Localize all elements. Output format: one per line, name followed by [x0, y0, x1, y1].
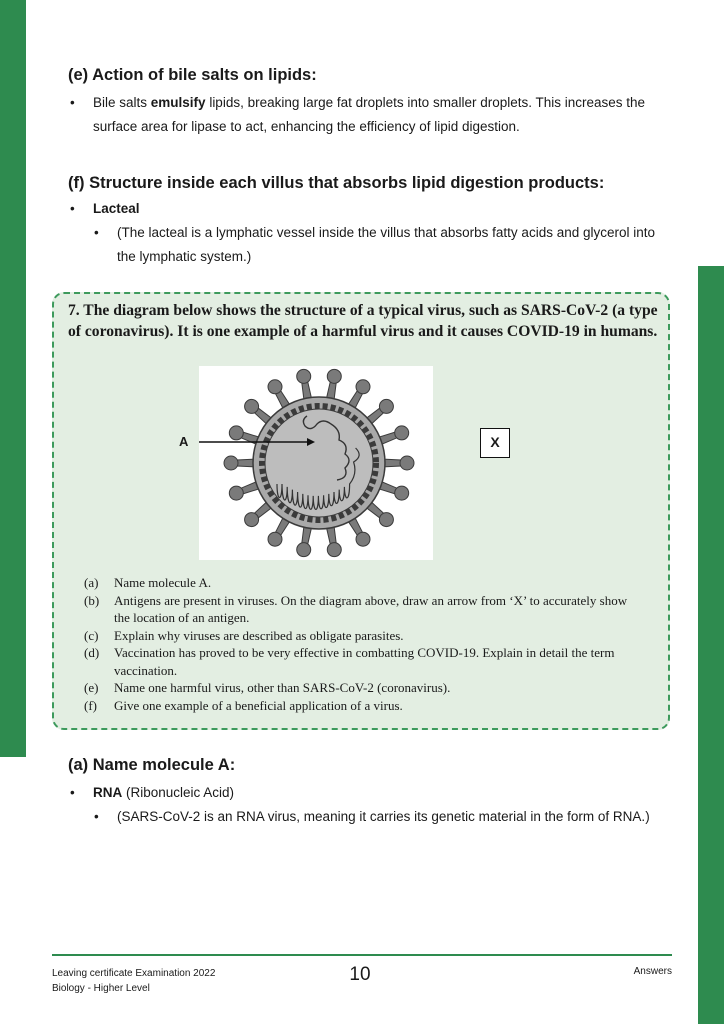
sub-question-letter: (c) [84, 627, 99, 643]
spike-head [356, 532, 370, 546]
spike-head [245, 513, 259, 527]
left-accent-bar [0, 0, 26, 757]
sub-question-text: Vaccination has proved to be very effective in combatting COVID-19. Explain in detail the term vaccination. [114, 645, 615, 678]
footer-divider [52, 954, 672, 956]
spike-head [245, 399, 259, 413]
bullet-text: lipids, breaking large fat droplets into smaller droplets. This increases the surface area for lipase to act, enhancing the efficiency of lipid digestion. [93, 95, 646, 134]
sub-question-letter: (a) [84, 575, 99, 590]
sub-question-letter: (d) [84, 645, 100, 660]
sub-question-letter: (b) [84, 592, 100, 608]
spike-head [327, 543, 341, 557]
question-box [52, 292, 670, 730]
section-a-bullet [68, 781, 668, 805]
sub-question [84, 697, 644, 715]
sub-question [84, 592, 644, 627]
bullet-text: Bile salts [93, 95, 151, 110]
section-f-heading: (f) Structure inside each villus that absorbs lipid digestion products: [68, 174, 605, 192]
label-x-box: X [480, 428, 510, 458]
sub-question-text: Explain why viruses are described as obligate parasites. [114, 627, 404, 643]
section-e-heading: (e) Action of bile salts on lipids: [68, 66, 317, 84]
spike-head [395, 486, 409, 500]
sub-question-text: Antigens are present in viruses. On the diagram above, draw an arrow from ‘X’ to accurately show the location of an antigen. [114, 592, 628, 625]
sub-question [84, 644, 644, 679]
footer-exam-title: Leaving certificate Examination 2022 [52, 968, 216, 979]
bullet-bold-term: Lacteal [93, 201, 140, 216]
footer-left [52, 966, 215, 996]
section-f-bullet [68, 197, 668, 221]
spike-head [395, 426, 409, 440]
spike-head [268, 532, 282, 546]
label-a: A [179, 434, 189, 449]
section-f [68, 174, 668, 269]
spike-head [268, 380, 282, 394]
question-text: 7. The diagram below shows the structure of a typical virus, such as SARS-CoV-2 (a type of coronavirus). It is one example of a harmful virus and it causes COVID-19 in humans. [68, 302, 658, 340]
spike-head [297, 369, 311, 383]
spike-head [356, 380, 370, 394]
sub-question [84, 627, 644, 645]
sub-question [84, 574, 644, 592]
spike-head [224, 456, 238, 470]
bullet-text: (Ribonucleic Acid) [122, 785, 235, 800]
section-f-sub-bullet: • (The lacteal is a lymphatic vessel inside the villus that absorbs fatty acids and glycerol into the lymphatic system.) [68, 221, 668, 269]
spike-head [400, 456, 414, 470]
spike-head [327, 369, 341, 383]
section-e-bullet [68, 91, 668, 139]
bullet-bold-term: RNA [93, 785, 123, 800]
bullet-bold-term: emulsify [150, 95, 206, 110]
footer-subject: Biology - Higher Level [52, 983, 150, 994]
sub-question-letter: (e) [84, 680, 99, 695]
sub-question-text: Give one example of a beneficial application of a virus. [114, 697, 403, 713]
sub-question-text: Name molecule A. [114, 575, 212, 590]
spike-head [379, 513, 393, 527]
sub-question [84, 679, 644, 697]
sub-questions [84, 574, 644, 714]
spike-head [229, 426, 243, 440]
right-accent-bar [698, 266, 724, 1024]
virus-diagram [199, 366, 433, 560]
spike-head [297, 543, 311, 557]
section-a-sub-bullet: • (SARS-CoV-2 is an RNA virus, meaning it carries its genetic material in the form of RNA.) [68, 805, 668, 829]
spike-head [379, 399, 393, 413]
footer-right: Answers [633, 966, 672, 977]
section-a [68, 756, 668, 829]
section-e [68, 66, 668, 139]
virus-illustration [199, 366, 433, 560]
sub-question-text: Name one harmful virus, other than SARS-CoV-2 (coronavirus). [114, 680, 451, 695]
spike-head [229, 486, 243, 500]
sub-question-letter: (f) [84, 697, 97, 713]
page-number: 10 [349, 964, 371, 985]
section-a-heading: (a) Name molecule A: [68, 756, 236, 774]
